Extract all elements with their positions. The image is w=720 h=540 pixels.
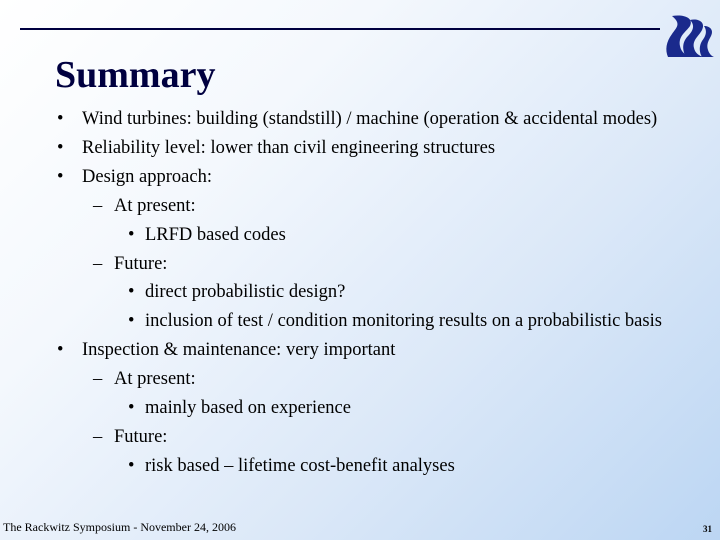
bullet-marker: • <box>128 224 135 245</box>
bullet-marker: – <box>93 253 103 274</box>
bullet-item-level-1 <box>0 134 720 163</box>
bullet-marker: – <box>93 426 103 447</box>
bullet-marker: • <box>128 282 135 303</box>
bullet-item-level-3 <box>0 394 720 423</box>
bullet-text: inclusion of test / condition monitoring results on a probabilistic basis <box>145 311 662 332</box>
bullet-text: LRFD based codes <box>145 224 286 245</box>
bullet-item-level-3 <box>0 221 720 250</box>
bullet-marker: • <box>57 137 64 158</box>
bullet-text: At present: <box>114 369 196 390</box>
bullet-item-level-3 <box>0 278 720 307</box>
page-number: 31 <box>703 524 712 534</box>
bullet-marker: • <box>57 340 64 361</box>
bullet-text: risk based – lifetime cost-benefit analyses <box>145 455 455 476</box>
bullet-item-level-1 <box>0 336 720 365</box>
bullet-text: Future: <box>114 426 168 447</box>
bullet-item-level-2 <box>0 365 720 394</box>
bullet-text: mainly based on experience <box>145 398 351 418</box>
bullet-marker: – <box>93 369 103 390</box>
rk-logo-icon <box>664 12 714 58</box>
bullet-marker: • <box>57 109 64 129</box>
bullet-text: Wind turbines: building (standstill) / machine (operation & accidental modes) <box>82 109 658 129</box>
slide-title: Summary <box>55 54 216 96</box>
bullet-marker: – <box>93 195 103 216</box>
bullet-text: At present: <box>114 195 196 216</box>
bullet-text: Future: <box>114 253 168 274</box>
bullet-marker: • <box>128 311 135 332</box>
bullet-item-level-3 <box>0 452 720 481</box>
bullet-item-level-1 <box>0 163 720 192</box>
bullet-marker: • <box>128 398 135 418</box>
bullet-marker: • <box>128 455 135 476</box>
bullet-text: Inspection & maintenance: very important <box>82 340 396 361</box>
bullet-text: direct probabilistic design? <box>145 282 346 303</box>
bullet-marker: • <box>57 166 64 187</box>
bullet-item-level-2 <box>0 250 720 279</box>
bullet-text: Design approach: <box>82 166 212 187</box>
bullet-item-level-1 <box>0 105 720 134</box>
title-rule <box>20 28 660 30</box>
bullet-item-level-2 <box>0 192 720 221</box>
bullet-text: Reliability level: lower than civil engineering structures <box>82 137 496 158</box>
footer-text: The Rackwitz Symposium - November 24, 2006 <box>3 520 236 534</box>
bullet-item-level-2 <box>0 423 720 452</box>
bullet-item-level-3 <box>0 307 720 336</box>
